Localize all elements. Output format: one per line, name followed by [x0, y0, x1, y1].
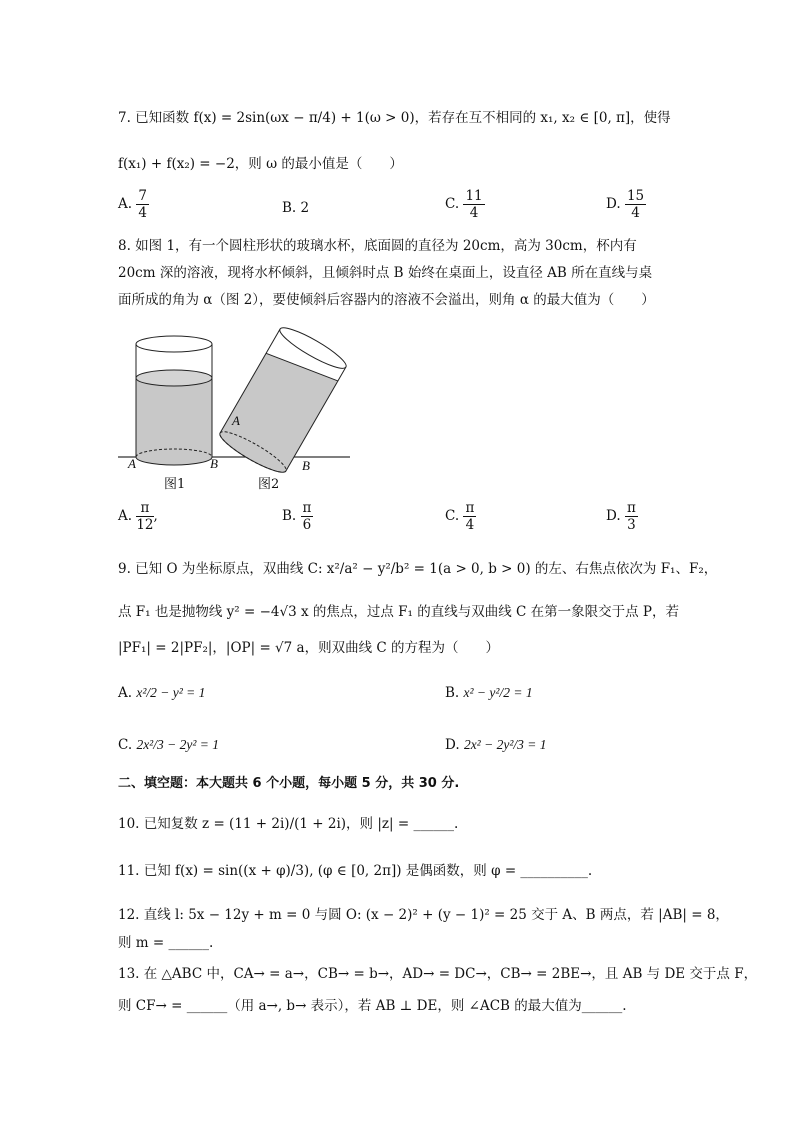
option-text: x²/2 − y² = 1	[136, 685, 206, 700]
q13-stem-line1: 13. 在 △ABC 中，CA→ = a→，CB→ = b→，AD→ = DC→，CB→ = 2BE→，且 AB 与 DE 交于点 F，	[118, 966, 758, 982]
cylinder-top-1	[136, 336, 212, 352]
numerator: π	[136, 500, 153, 517]
q7-option-a	[118, 188, 149, 221]
q7-stem-line1: 7. 已知函数 f(x) = 2sin(ωx − π/4) + 1(ω > 0)，若存在互不相同的 x₁, x₂ ∈ [0, π]，使得	[118, 110, 671, 126]
option-fraction	[136, 188, 149, 221]
denominator: 3	[627, 517, 636, 533]
q9-option-b	[445, 683, 533, 703]
label-a-fig2: A	[232, 413, 240, 428]
q8-stem-line3: 面所成的角为 α（图 2），要使倾斜后容器内的溶液不会溢出，则角 α 的最大值为（ ）	[118, 292, 655, 308]
option-label: C.	[445, 196, 460, 212]
option-fraction	[301, 500, 314, 533]
option-label: B.	[282, 508, 297, 524]
option-label: D.	[445, 737, 460, 753]
q12-stem-line2: 则 m = ______.	[118, 935, 214, 951]
option-label: A.	[118, 685, 133, 701]
denominator: 6	[302, 517, 312, 533]
option-label: C.	[118, 737, 133, 753]
numerator: π	[626, 500, 636, 516]
q8-option-c	[445, 500, 476, 533]
q9-stem-line3: |PF₁| = 2|PF₂|，|OP| = √7 a，则双曲线 C 的方程为（ ）	[118, 640, 499, 656]
option-fraction	[136, 500, 153, 533]
liquid-surface-1	[136, 370, 212, 386]
option-text: 2x²/3 − 2y² = 1	[136, 737, 219, 752]
q7-option-b	[282, 198, 309, 218]
q9-option-d	[445, 735, 547, 755]
option-fraction	[625, 188, 646, 221]
label-a-fig1: A	[128, 456, 136, 471]
denominator: 4	[465, 517, 475, 533]
liquid-fill-1	[136, 378, 212, 465]
option-fraction	[463, 188, 484, 221]
q9-stem-line2: 点 F₁ 也是抛物线 y² = −4√3 x 的焦点，过点 F₁ 的直线与双曲线 C 在第一象限交于点 P，若	[118, 604, 680, 620]
q13-stem-line2: 则 CF→ = ______（用 a→, b→ 表示），若 AB ⊥ DE，则 ∠ACB 的最大值为______.	[118, 998, 627, 1014]
liquid-fill-2	[216, 343, 338, 478]
q11-stem: 11. 已知 f(x) = sin((x + φ)/3), (φ ∈ [0, 2π]) 是偶函数，则 φ = __________.	[118, 863, 593, 879]
numerator: 7	[138, 188, 147, 204]
section-heading: 二、填空题：本大题共 6 个小题，每小题 5 分，共 30 分.	[118, 776, 460, 791]
q8-option-d	[606, 500, 638, 533]
option-label: D.	[606, 196, 621, 212]
q8-figure	[118, 326, 353, 491]
option-label: D.	[606, 508, 621, 524]
q7-stem-line2: f(x₁) + f(x₂) = −2，则 ω 的最小值是（ ）	[118, 156, 403, 172]
denominator: 4	[138, 205, 147, 221]
q8-stem-line2: 20cm 深的溶液，现将水杯倾斜，且倾斜时点 B 始终在桌面上，设直径 AB 所在直线与桌	[118, 265, 653, 281]
numerator: π	[302, 500, 312, 516]
caption-fig2: 图2	[258, 477, 280, 492]
denominator: 12	[136, 517, 154, 533]
option-text: 2	[300, 200, 310, 216]
q10-stem: 10. 已知复数 z = (11 + 2i)/(1 + 2i)，则 |z| = ______.	[118, 816, 459, 832]
option-fraction	[463, 500, 476, 533]
q8-option-b	[282, 500, 313, 533]
denominator: 4	[631, 205, 640, 221]
numerator: 15	[626, 188, 645, 204]
numerator: π	[465, 500, 475, 516]
q9-stem-line1: 9. 已知 O 为坐标原点，双曲线 C: x²/a² − y²/b² = 1(a > 0, b > 0) 的左、右焦点依次为 F₁、F₂，	[118, 561, 718, 577]
option-label: B.	[282, 200, 297, 216]
option-label: B.	[445, 685, 460, 701]
numerator: 11	[465, 188, 483, 204]
label-b-fig2: B	[302, 458, 310, 473]
option-label: A.	[118, 508, 133, 524]
q9-option-a	[118, 683, 205, 703]
cylinder-diagram	[118, 326, 353, 491]
denominator: 4	[469, 205, 479, 221]
option-suffix: ,	[153, 508, 158, 524]
q9-option-c	[118, 735, 219, 755]
q12-stem-line1: 12. 直线 l: 5x − 12y + m = 0 与圆 O: (x − 2)² + (y − 1)² = 25 交于 A、B 两点，若 |AB| = 8，	[118, 907, 729, 923]
caption-fig1: 图1	[164, 477, 186, 492]
option-label: A.	[118, 196, 133, 212]
option-text: 2x² − 2y²/3 = 1	[463, 737, 547, 752]
option-fraction	[625, 500, 638, 533]
q7-option-c	[445, 188, 485, 221]
tilted-cylinder	[216, 326, 350, 478]
q8-stem-line1: 8. 如图 1，有一个圆柱形状的玻璃水杯，底面圆的直径为 20cm，高为 30cm，杯内有	[118, 238, 637, 254]
option-text: x² − y²/2 = 1	[463, 685, 533, 700]
option-label: C.	[445, 508, 460, 524]
q7-option-d	[606, 188, 646, 221]
label-b-fig1: B	[210, 456, 218, 471]
q8-option-a	[118, 500, 158, 533]
